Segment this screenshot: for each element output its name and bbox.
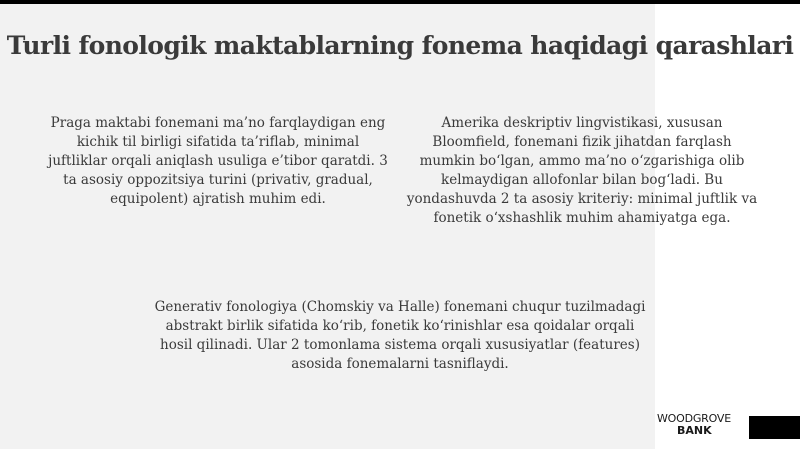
slide-title: Turli fonologik maktablarning fonema haqidagi qarashlari xyxy=(6,31,794,60)
brand-name-line2: BANK xyxy=(677,424,712,437)
prague-school-paragraph: Praga maktabi fonemani ma’no farqlaydigan eng kichik til birligi sifatida ta’riflab, minimal juftliklar orqali aniqlash usuliga e’tibor qaratdi. 3 ta asosiy oppozitsiya turini (privativ, gradual, equipolent) ajratish muhim edi. xyxy=(48,115,388,207)
corner-block xyxy=(749,416,800,439)
generative-phonology-paragraph: Generativ fonologiya (Chomskiy va Halle) fonemani chuqur tuzilmadagi abstrakt birlik sifatida ko‘rib, fonetik ko‘rinishlar esa qoidalar orqali hosil qilinadi. Ular 2 tomonlama sistema orqali xususiyatlar (features) asosida fonemalarni tasniflaydi. xyxy=(154,299,646,372)
brand-logo xyxy=(657,413,747,437)
american-school-paragraph: Amerika deskriptiv lingvistikasi, xususan Bloomfield, fonemani fizik jihatdan farqlash mumkin bo‘lgan, ammo ma’no o‘zgarishiga olib kelmaydigan allofonlar bilan bog‘ladi. Bu yondashuvda 2 ta asosiy kriteriy: minimal juftlik va fonetik o‘xshashlik muhim ahamiyatga ega. xyxy=(406,115,758,226)
brand-name-line1: WOODGROVE xyxy=(657,412,731,425)
